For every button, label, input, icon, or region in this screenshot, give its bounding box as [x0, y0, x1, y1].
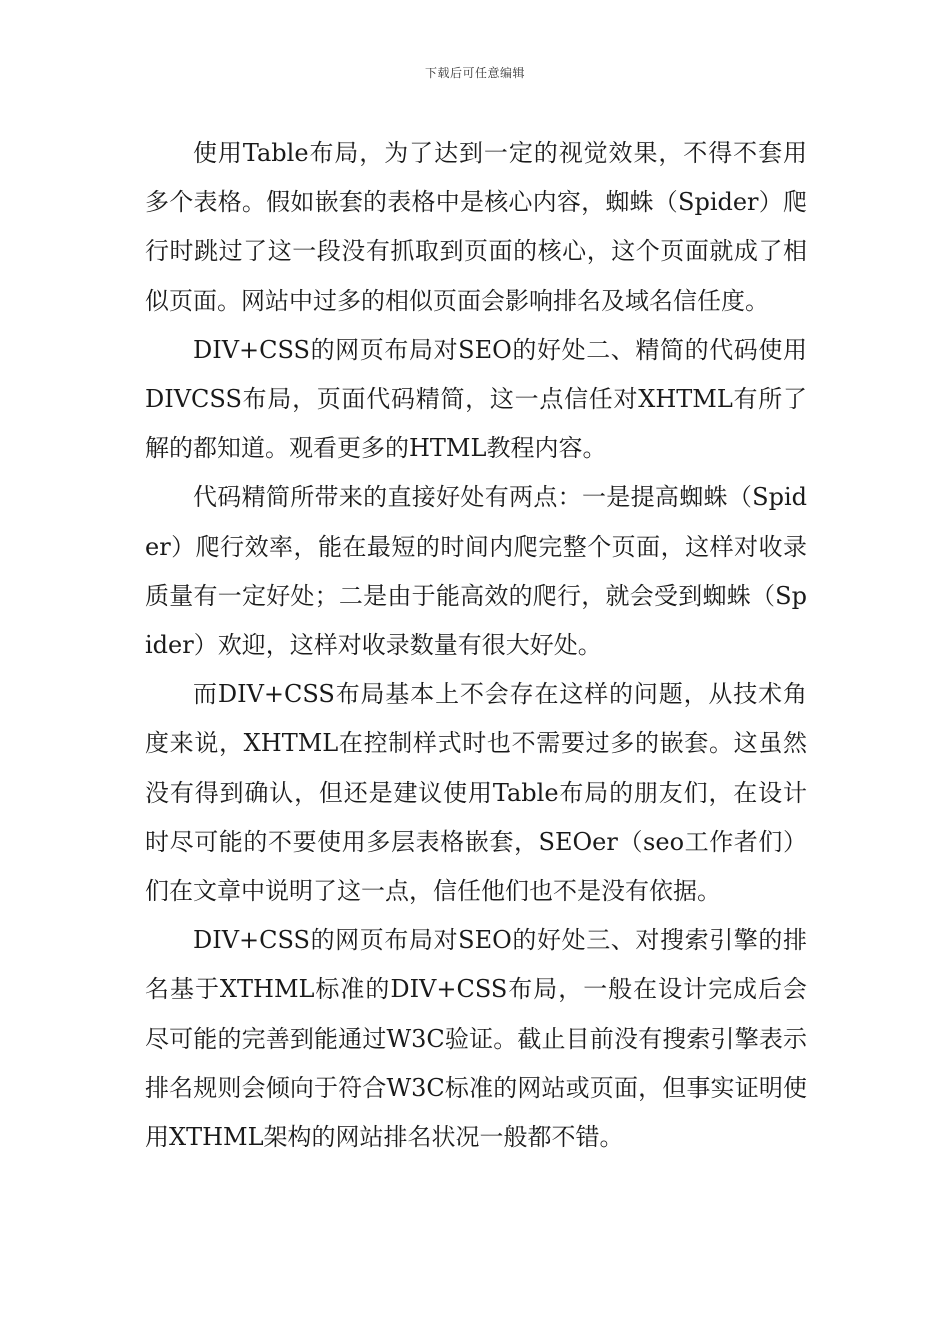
- paragraph-table-layout: 使用Table布局，为了达到一定的视觉效果，不得不套用多个表格。假如嵌套的表格中是核心内容，蜘蛛（Spider）爬行时跳过了这一段没有抓取到页面的核心，这个页面就成了相似页面。网站中过多的相似页面会影响排名及域名信任度。: [145, 139, 807, 315]
- document-body: [145, 129, 807, 1162]
- paragraph-seo-benefit-two: DIV+CSS的网页布局对SEO的好处二、精简的代码使用DIVCSS布局，页面代码精简，这一点信任对XHTML有所了解的都知道。观看更多的HTML教程内容。: [145, 335, 807, 463]
- page-header: 下载后可任意编辑: [424, 66, 525, 80]
- paragraph-div-css-nesting: 而DIV+CSS布局基本上不会存在这样的问题，从技术角度来说，XHTML在控制样式时也不需要过多的嵌套。这虽然没有得到确认，但还是建议使用Table布局的朋友们，在设计时尽可能的不要使用多层表格嵌套，SEOer（seo工作者们）们在文章中说明了这一点，信任他们也不是没有依据。: [145, 680, 807, 906]
- paragraph-seo-benefit-three: DIV+CSS的网页布局对SEO的好处三、对搜索引擎的排名基于XTHML标准的DIV+CSS布局，一般在设计完成后会尽可能的完善到能通过W3C验证。截止目前没有搜索引擎表示排名规则会倾向于符合W3C标准的网站或页面，但事实证明使用XTHML架构的网站排名状况一般都不错。: [145, 926, 807, 1152]
- paragraph-code-simplicity: 代码精简所带来的直接好处有两点：一是提高蜘蛛（Spider）爬行效率，能在最短的时间内爬完整个页面，这样对收录质量有一定好处；二是由于能高效的爬行，就会受到蜘蛛（Spider）欢迎，这样对收录数量有很大好处。: [145, 483, 807, 660]
